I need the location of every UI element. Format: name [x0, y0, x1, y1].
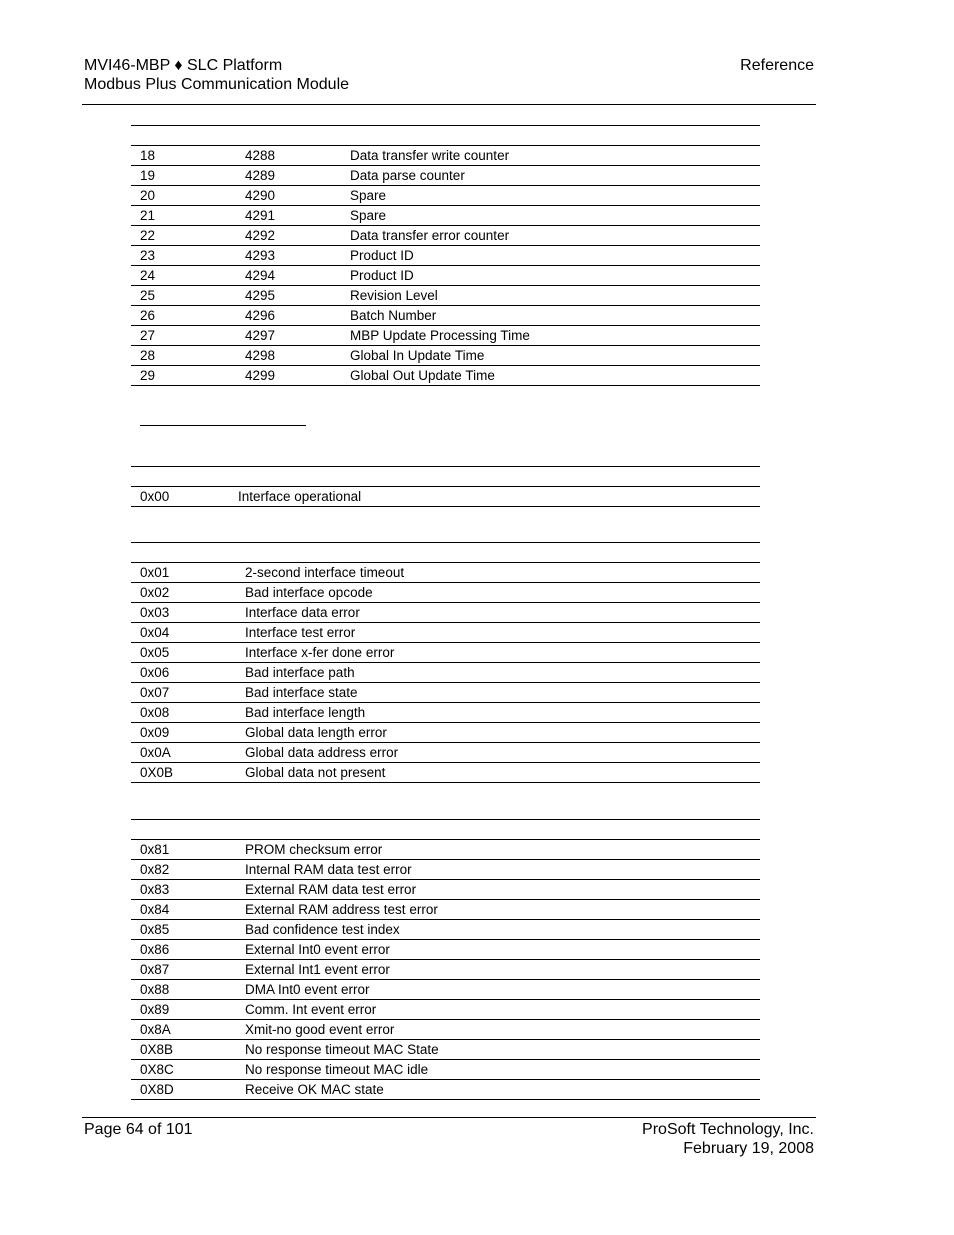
error-code-cell: 0x86	[140, 942, 170, 957]
table-row	[131, 743, 760, 763]
error-description-cell: External RAM address test error	[245, 902, 438, 917]
table-row	[131, 1060, 760, 1080]
register-offset-cell: 28	[140, 348, 156, 363]
error-description-cell: Global data not present	[245, 765, 386, 780]
error-code-cell: 0x83	[140, 882, 170, 897]
error-code-cell: 0x85	[140, 922, 170, 937]
register-description-cell: MBP Update Processing Time	[350, 328, 530, 343]
table-row	[131, 306, 760, 326]
register-description-cell: Product ID	[350, 268, 414, 283]
error-code-cell: 0X8B	[140, 1042, 174, 1057]
error-description-cell: External Int1 event error	[245, 962, 390, 977]
register-address-cell: 4294	[245, 268, 276, 283]
register-description-cell: Batch Number	[350, 308, 437, 323]
register-offset-cell: 27	[140, 328, 156, 343]
register-description-cell: Revision Level	[350, 288, 438, 303]
table-body	[131, 487, 760, 507]
section-name: Reference	[740, 57, 814, 74]
error-code-cell: 0X8C	[140, 1062, 174, 1077]
table-row	[131, 583, 760, 603]
register-address-cell: 4289	[245, 168, 276, 183]
register-description-cell: Product ID	[350, 248, 414, 263]
table-row	[131, 920, 760, 940]
register-offset-cell: 18	[140, 148, 156, 163]
error-description-cell: Interface x-fer done error	[245, 645, 395, 660]
error-code-cell: 0x81	[140, 842, 170, 857]
register-address-cell: 4295	[245, 288, 276, 303]
error-code-cell: 0x0A	[140, 745, 171, 760]
register-description-cell: Data transfer write counter	[350, 148, 510, 163]
error-description-cell: External RAM data test error	[245, 882, 417, 897]
table-row	[131, 326, 760, 346]
table-row	[131, 763, 760, 783]
table-row	[131, 683, 760, 703]
table-row	[131, 246, 760, 266]
table-row	[131, 880, 760, 900]
status-code-cell: 0x00	[140, 489, 170, 504]
register-offset-cell: 22	[140, 228, 156, 243]
error-code-cell: 0X8D	[140, 1082, 174, 1097]
error-description-cell: 2-second interface timeout	[245, 565, 405, 580]
table-row	[131, 1020, 760, 1040]
register-offset-cell: 20	[140, 188, 156, 203]
register-address-cell: 4298	[245, 348, 276, 363]
footer-info	[642, 1120, 814, 1158]
table-body	[131, 146, 760, 386]
table-header-row	[131, 126, 760, 146]
header-rule	[82, 104, 816, 105]
table-row	[131, 146, 760, 166]
page-number: Page 64 of 101	[84, 1121, 193, 1138]
table-row	[131, 840, 760, 860]
register-offset-cell: 24	[140, 268, 156, 283]
error-description-cell: Bad interface state	[245, 685, 358, 700]
error-code-cell: 0x09	[140, 725, 170, 740]
error-code-cell: 0x04	[140, 625, 170, 640]
error-code-cell: 0x06	[140, 665, 170, 680]
error-code-cell: 0x01	[140, 565, 170, 580]
table-row	[131, 723, 760, 743]
table-row	[131, 206, 760, 226]
error-description-cell: Comm. Int event error	[245, 1002, 377, 1017]
register-offset-cell: 29	[140, 368, 156, 383]
error-description-cell: External Int0 event error	[245, 942, 390, 957]
error-description-cell: Bad confidence test index	[245, 922, 400, 937]
register-offset-cell: 21	[140, 208, 156, 223]
register-offset-cell: 26	[140, 308, 156, 323]
error-description-cell: Global data length error	[245, 725, 387, 740]
register-description-cell: Data parse counter	[350, 168, 465, 183]
error-code-cell: 0x05	[140, 645, 170, 660]
register-address-cell: 4293	[245, 248, 276, 263]
register-description-cell: Global In Update Time	[350, 348, 485, 363]
status-description-cell: Interface operational	[238, 489, 362, 504]
register-address-cell: 4288	[245, 148, 276, 163]
table-header-row	[131, 467, 760, 487]
register-description-cell: Spare	[350, 208, 387, 223]
table-row	[131, 226, 760, 246]
table-row	[131, 703, 760, 723]
table-row	[131, 900, 760, 920]
error-description-cell: Interface test error	[245, 625, 356, 640]
error-code-cell: 0x03	[140, 605, 170, 620]
error-description-cell: DMA Int0 event error	[245, 982, 370, 997]
register-description-cell: Spare	[350, 188, 387, 203]
table-row	[131, 563, 760, 583]
table-row	[131, 266, 760, 286]
error-code-cell: 0x08	[140, 705, 170, 720]
error-code-cell: 0x89	[140, 1002, 170, 1017]
table-row	[131, 663, 760, 683]
page-footer	[84, 1120, 814, 1157]
register-offset-cell: 25	[140, 288, 156, 303]
error-description-cell: Internal RAM data test error	[245, 862, 412, 877]
table-header-row	[131, 543, 760, 563]
doc-title-line1: MVI46-MBP ♦ SLC Platform	[84, 57, 283, 74]
table-row	[131, 980, 760, 1000]
register-offset-cell: 19	[140, 168, 156, 183]
table-header-row	[131, 820, 760, 840]
error-description-cell: No response timeout MAC idle	[245, 1062, 429, 1077]
table-body	[131, 563, 760, 783]
error-description-cell: Bad interface path	[245, 665, 355, 680]
error-description-cell: Interface data error	[245, 605, 360, 620]
footer-rule	[82, 1117, 816, 1118]
table-row	[131, 286, 760, 306]
error-code-cell: 0x87	[140, 962, 170, 977]
table-row	[131, 186, 760, 206]
register-address-cell: 4297	[245, 328, 276, 343]
interface-ok-table	[131, 466, 760, 507]
table-row	[131, 860, 760, 880]
error-description-cell: Bad interface length	[245, 705, 366, 720]
error-code-cell: 0x07	[140, 685, 170, 700]
table-row	[131, 603, 760, 623]
error-description-cell: Global data address error	[245, 745, 399, 760]
register-offset-cell: 23	[140, 248, 156, 263]
table-row	[131, 346, 760, 366]
page-header	[84, 56, 814, 94]
table-row	[131, 940, 760, 960]
table-row	[131, 1000, 760, 1020]
error-code-cell: 0X0B	[140, 765, 174, 780]
error-description-cell: Bad interface opcode	[245, 585, 373, 600]
error-code-cell: 0x02	[140, 585, 170, 600]
error-code-cell: 0x88	[140, 982, 170, 997]
error-code-cell: 0x84	[140, 902, 170, 917]
register-address-cell: 4292	[245, 228, 276, 243]
register-address-cell: 4291	[245, 208, 276, 223]
table-row	[131, 623, 760, 643]
hardware-error-table	[131, 819, 760, 1100]
register-address-cell: 4296	[245, 308, 276, 323]
table-row	[131, 487, 760, 507]
register-address-cell: 4290	[245, 188, 276, 203]
table-row	[131, 960, 760, 980]
interface-error-table	[131, 542, 760, 783]
error-description-cell: Xmit-no good event error	[245, 1022, 395, 1037]
register-description-cell: Global Out Update Time	[350, 368, 495, 383]
register-description-cell: Data transfer error counter	[350, 228, 510, 243]
table-row	[131, 166, 760, 186]
error-code-cell: 0x82	[140, 862, 170, 877]
company-name: ProSoft Technology, Inc.	[642, 1121, 814, 1138]
table-row	[131, 1080, 760, 1100]
table-row	[131, 1040, 760, 1060]
table-row	[131, 366, 760, 386]
status-register-table	[131, 125, 760, 386]
error-description-cell: No response timeout MAC State	[245, 1042, 439, 1057]
error-description-cell: PROM checksum error	[245, 842, 383, 857]
error-code-cell: 0x8A	[140, 1022, 171, 1037]
revision-date: February 19, 2008	[683, 1140, 814, 1157]
table-body	[131, 840, 760, 1100]
table-row	[131, 643, 760, 663]
error-description-cell: Receive OK MAC state	[245, 1082, 384, 1097]
register-address-cell: 4299	[245, 368, 276, 383]
section-heading-rule	[140, 425, 306, 426]
doc-title-line2: Modbus Plus Communication Module	[84, 76, 350, 93]
